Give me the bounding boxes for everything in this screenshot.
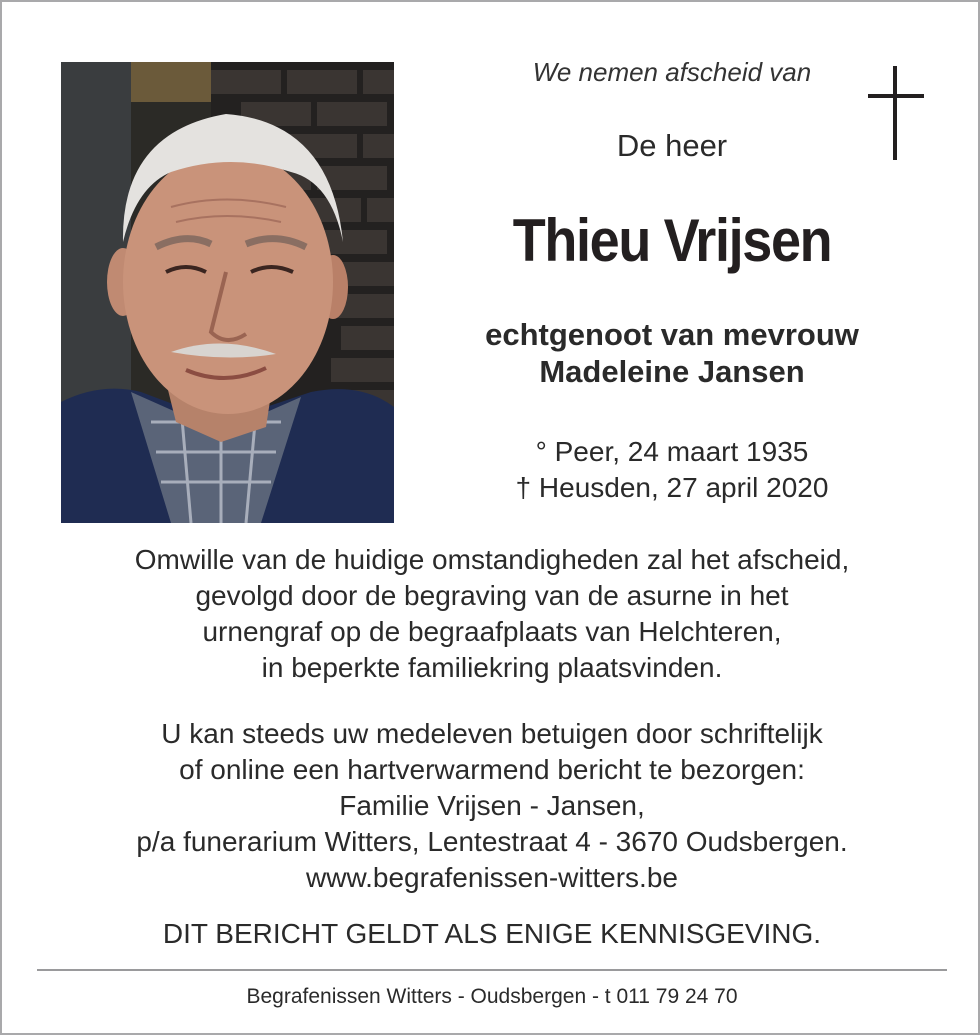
spouse-name: Madeleine Jansen	[539, 354, 805, 389]
birth-date: ° Peer, 24 maart 1935	[535, 436, 809, 467]
condolences-paragraph	[42, 716, 942, 896]
announcement-line: Omwille van de huidige omstandigheden zal het afscheid,	[134, 544, 850, 575]
announcement-line: in beperkte familiekring plaatsvinden.	[261, 652, 723, 683]
death-date: † Heusden, 27 april 2020	[515, 472, 829, 503]
divider	[37, 969, 947, 971]
intro-text: We nemen afscheid van	[532, 57, 812, 87]
website-link[interactable]: www.begrafenissen-witters.be	[306, 862, 678, 893]
honorific: De heer	[616, 128, 728, 163]
official-notice: DIT BERICHT GELDT ALS ENIGE KENNISGEVING.	[162, 918, 822, 949]
family-name: Familie Vrijsen - Jansen,	[339, 790, 645, 821]
funeral-home-address: p/a funerarium Witters, Lentestraat 4 - 3670 Oudsbergen.	[136, 826, 848, 857]
announcement-paragraph	[42, 542, 942, 686]
footer-credit: Begrafenissen Witters - Oudsbergen - t 011 79 24 70	[246, 985, 738, 1008]
deceased-name: Thieu Vrijsen	[512, 207, 832, 274]
announcement-line: gevolgd door de begraving van de asurne in het	[195, 580, 789, 611]
spouse-block	[422, 316, 922, 390]
condolences-line: of online een hartverwarmend bericht te bezorgen:	[179, 754, 805, 785]
condolences-line: U kan steeds uw medeleven betuigen door schriftelijk	[161, 718, 823, 749]
life-dates	[422, 434, 922, 506]
spouse-line-1: echtgenoot van mevrouw	[485, 317, 859, 352]
portrait-photo	[61, 62, 394, 523]
announcement-line: urnengraf op de begraafplaats van Helchteren,	[202, 616, 782, 647]
